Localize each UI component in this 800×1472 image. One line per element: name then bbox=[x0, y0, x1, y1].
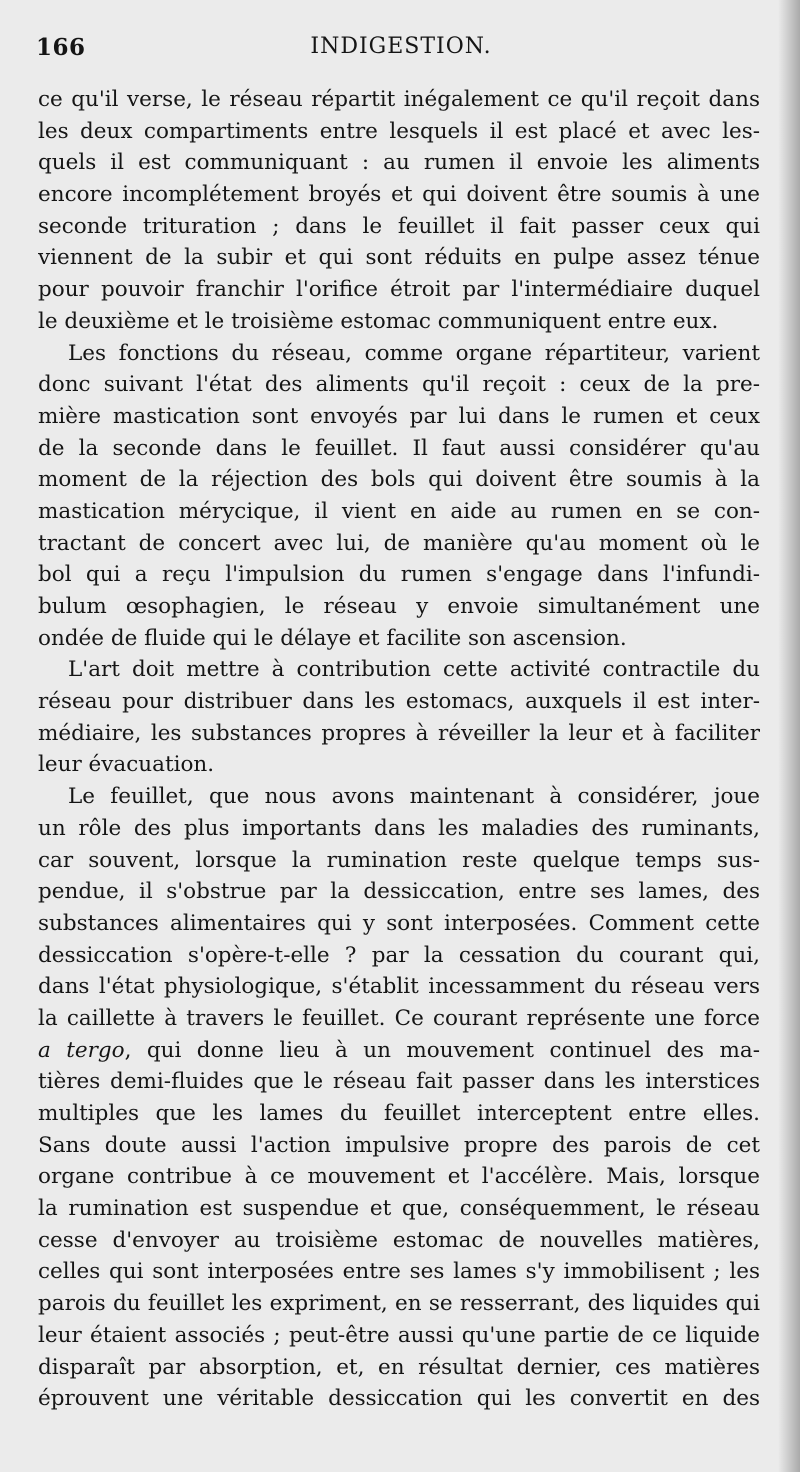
text-line: Le feuillet, que nous avons maintenant à considérer, joue bbox=[68, 784, 760, 810]
text-line: ce qu'il verse, le réseau répartit inégalement ce qu'il reçoit dans bbox=[38, 87, 760, 112]
text-line: les deux compartiments entre lesquels il est placé et avec les- bbox=[38, 118, 760, 144]
text-line: disparaît par absorption, et, en résultat dernier, ces matières bbox=[38, 1354, 760, 1380]
text-line: tractant de concert avec lui, de manière qu'au moment où le bbox=[38, 530, 760, 556]
text-line: leur évacuation. bbox=[38, 752, 215, 778]
text-line: car souvent, lorsque la rumination reste quelque temps sus- bbox=[38, 847, 760, 873]
text-line: viennent de la subir et qui sont réduits en pulpe assez ténue bbox=[38, 245, 760, 271]
text-line: quels il est communiquant : au rumen il envoie les aliments bbox=[38, 150, 760, 176]
running-title: INDIGESTION. bbox=[310, 34, 492, 59]
text-line: donc suivant l'état des aliments qu'il reçoit : ceux de la pre- bbox=[38, 372, 760, 398]
text-line: le deuxième et le troisième estomac communiquent entre eux. bbox=[38, 308, 719, 334]
text-line: ondée de fluide qui le délaye et facilite son ascension. bbox=[38, 625, 627, 651]
text-line: éprouvent une véritable dessiccation qui les convertit en des bbox=[38, 1386, 760, 1412]
paragraph bbox=[38, 84, 760, 338]
text-line: dessiccation s'opère-t-elle ? par la cessation du courant qui, bbox=[38, 942, 760, 968]
text-line: Sans doute aussi l'action impulsive propre des parois de cet bbox=[38, 1132, 760, 1158]
text-line: la caillette à travers le feuillet. Ce courant représente une force bbox=[38, 1005, 760, 1031]
text-line: dans l'état physiologique, s'établit incessamment du réseau vers bbox=[38, 974, 760, 1000]
text-line: a tergo, qui donne lieu à un mouvement continuel des ma- bbox=[38, 1037, 760, 1063]
text-line: bol qui a reçu l'impulsion du rumen s'engage dans l'infundi- bbox=[38, 562, 760, 588]
running-head bbox=[36, 34, 766, 66]
text-line: encore incomplétement broyés et qui doivent être soumis à une bbox=[38, 182, 760, 208]
text-line: tières demi-fluides que le réseau fait passer dans les interstices bbox=[38, 1069, 760, 1095]
text-line: de la seconde dans le feuillet. Il faut aussi considérer qu'au bbox=[38, 435, 760, 461]
text-line: parois du feuillet les expriment, en se resserrant, des liquides qui bbox=[38, 1291, 760, 1317]
text-line: réseau pour distribuer dans les estomacs, auxquels il est inter- bbox=[38, 689, 760, 715]
text-line: la rumination est suspendue et que, conséquemment, le réseau bbox=[38, 1196, 760, 1222]
paragraph bbox=[38, 781, 760, 1415]
text-line: cesse d'envoyer au troisième estomac de nouvelles matières, bbox=[38, 1227, 760, 1253]
paragraph bbox=[38, 338, 760, 655]
paragraph bbox=[38, 654, 760, 781]
text-line: médiaire, les substances propres à réveiller la leur et à faciliter bbox=[38, 720, 760, 746]
page-edge-shadow bbox=[778, 0, 800, 1472]
text-line: multiples que les lames du feuillet interceptent entre elles. bbox=[38, 1101, 760, 1126]
text-column bbox=[38, 84, 760, 1415]
text-line: leur étaient associés ; peut-être aussi qu'une partie de ce liquide bbox=[38, 1322, 760, 1348]
italic-phrase: a tergo bbox=[38, 1037, 125, 1063]
text-line: celles qui sont interposées entre ses lames s'y immobilisent ; les bbox=[38, 1259, 760, 1285]
text-line: bulum œsophagien, le réseau y envoie simultanément une bbox=[38, 594, 760, 619]
text-line: seconde trituration ; dans le feuillet il fait passer ceux qui bbox=[38, 213, 760, 239]
text-line: organe contribue à ce mouvement et l'accélère. Mais, lorsque bbox=[38, 1164, 760, 1190]
text-line: mastication mérycique, il vient en aide au rumen en se con- bbox=[38, 498, 760, 524]
text-line: moment de la réjection des bols qui doivent être soumis à la bbox=[38, 467, 760, 493]
text-line: Les fonctions du réseau, comme organe répartiteur, varient bbox=[68, 340, 760, 366]
page-number: 166 bbox=[36, 34, 86, 61]
text-line: pour pouvoir franchir l'orifice étroit par l'intermédiaire duquel bbox=[38, 277, 760, 303]
text-line: pendue, il s'obstrue par la dessiccation, entre ses lames, des bbox=[38, 879, 760, 905]
text-line: un rôle des plus importants dans les maladies des ruminants, bbox=[38, 815, 760, 841]
text-line: L'art doit mettre à contribution cette activité contractile du bbox=[68, 657, 760, 683]
text-line: mière mastication sont envoyés par lui dans le rumen et ceux bbox=[38, 403, 760, 429]
text-line: substances alimentaires qui y sont interposées. Comment cette bbox=[38, 910, 760, 936]
